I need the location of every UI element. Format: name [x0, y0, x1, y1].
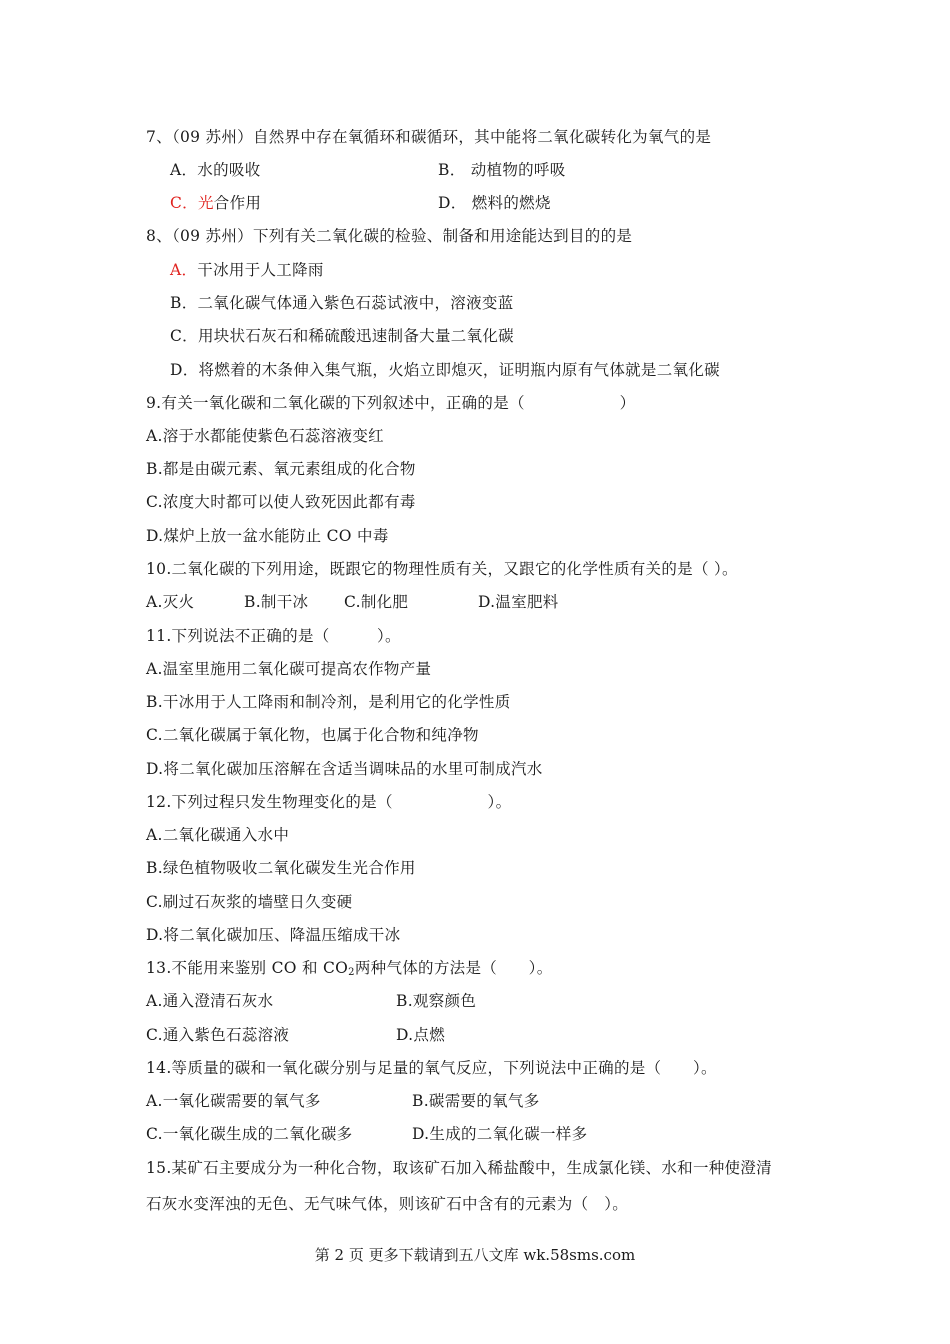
question-7-option-b: B． 动植物的呼吸: [438, 161, 566, 179]
question-7-option-a: A．水的吸收: [170, 161, 261, 179]
question-14-option-b: B.碳需要的氧气多: [412, 1092, 540, 1110]
question-12-option-d: D.将二氧化碳加压、降温压缩成干冰: [146, 926, 401, 944]
question-11-option-b: B.干冰用于人工降雨和制冷剂，是利用它的化学性质: [146, 693, 511, 711]
question-14-option-d: D.生成的二氧化碳一样多: [412, 1125, 588, 1143]
question-12-option-c: C.刷过石灰浆的墙壁日久变硬: [146, 893, 353, 911]
question-10-stem: 10.二氧化碳的下列用途，既跟它的物理性质有关，又跟它的化学性质有关的是（ ）。: [146, 560, 738, 578]
page-footer: 第 2 页 更多下载请到五八文库 wk.58sms.com: [314, 1246, 636, 1264]
question-8-option-d: D．将燃着的木条伸入集气瓶，火焰立即熄灭，证明瓶内原有气体就是二氧化碳: [170, 361, 720, 379]
question-10-option-d: D.温室肥料: [478, 593, 559, 611]
question-7-stem: 7、（09 苏州）自然界中存在氧循环和碳循环，其中能将二氧化碳转化为氧气的是: [146, 128, 712, 146]
question-14-stem: 14.等质量的碳和一氧化碳分别与足量的氧气反应，下列说法中正确的是（ ）。: [146, 1059, 717, 1077]
question-15-stem-line-1: 15.某矿石主要成分为一种化合物，取该矿石加入稀盐酸中，生成氯化镁、水和一种使澄清: [146, 1159, 772, 1177]
question-11-stem: 11.下列说法不正确的是（ ）。: [146, 627, 401, 645]
question-12-option-a: A.二氧化碳通入水中: [146, 826, 290, 844]
question-12-option-b: B.绿色植物吸收二氧化碳发生光合作用: [146, 859, 416, 877]
question-10-option-b: B.制干冰: [244, 593, 309, 611]
question-14-option-c: C.一氧化碳生成的二氧化碳多: [146, 1125, 353, 1143]
question-11-option-a: A.温室里施用二氧化碳可提高农作物产量: [146, 660, 432, 678]
question-7-option-d: D． 燃料的燃烧: [438, 194, 551, 212]
question-8-answer-mark: A．: [170, 261, 198, 279]
question-7-answer-mark: C．光: [170, 194, 214, 212]
question-13-stem: 13.不能用来鉴别 CO 和 $CO_2$两种气体的方法是（ ）。: [146, 959, 553, 978]
question-13-option-b: B.观察颜色: [396, 992, 477, 1010]
question-8-option-a: A．干冰用于人工降雨: [170, 261, 324, 279]
question-9-option-d: D.煤炉上放一盆水能防止 CO 中毒: [146, 527, 389, 545]
question-10-option-c: C.制化肥: [344, 593, 409, 611]
question-9-option-a: A.溶于水都能使紫色石蕊溶液变红: [146, 427, 384, 445]
question-9-stem: 9.有关一氧化碳和二氧化碳的下列叙述中，正确的是（ ）: [146, 394, 636, 412]
question-8-stem: 8、（09 苏州）下列有关二氧化碳的检验、制备和用途能达到目的的是: [146, 227, 633, 245]
question-9-option-c: C.浓度大时都可以使人致死因此都有毒: [146, 493, 416, 511]
question-9-option-b: B.都是由碳元素、氧元素组成的化合物: [146, 460, 416, 478]
question-8-option-c: C．用块状石灰石和稀硫酸迅速制备大量二氧化碳: [170, 327, 514, 345]
question-13-option-a: A.通入澄清石灰水: [146, 992, 274, 1010]
question-14-option-a: A.一氧化碳需要的氧气多: [146, 1092, 321, 1110]
question-15-stem-line-2: 石灰水变浑浊的无色、无气味气体，则该矿石中含有的元素为（ ）。: [146, 1195, 629, 1213]
question-10-option-a: A.灭火: [146, 593, 195, 611]
question-12-stem: 12.下列过程只发生物理变化的是（ ）。: [146, 793, 512, 811]
question-7-option-c: C．光合作用: [170, 194, 262, 212]
question-13-option-c: C.通入紫色石蕊溶液: [146, 1026, 290, 1044]
question-11-option-d: D.将二氧化碳加压溶解在含适当调味品的水里可制成汽水: [146, 760, 543, 778]
question-8-option-b: B．二氧化碳气体通入紫色石蕊试液中，溶液变蓝: [170, 294, 514, 312]
subscript-2: 2: [348, 967, 355, 978]
question-11-option-c: C.二氧化碳属于氧化物，也属于化合物和纯净物: [146, 726, 479, 744]
question-13-option-d: D.点燃: [396, 1026, 446, 1044]
